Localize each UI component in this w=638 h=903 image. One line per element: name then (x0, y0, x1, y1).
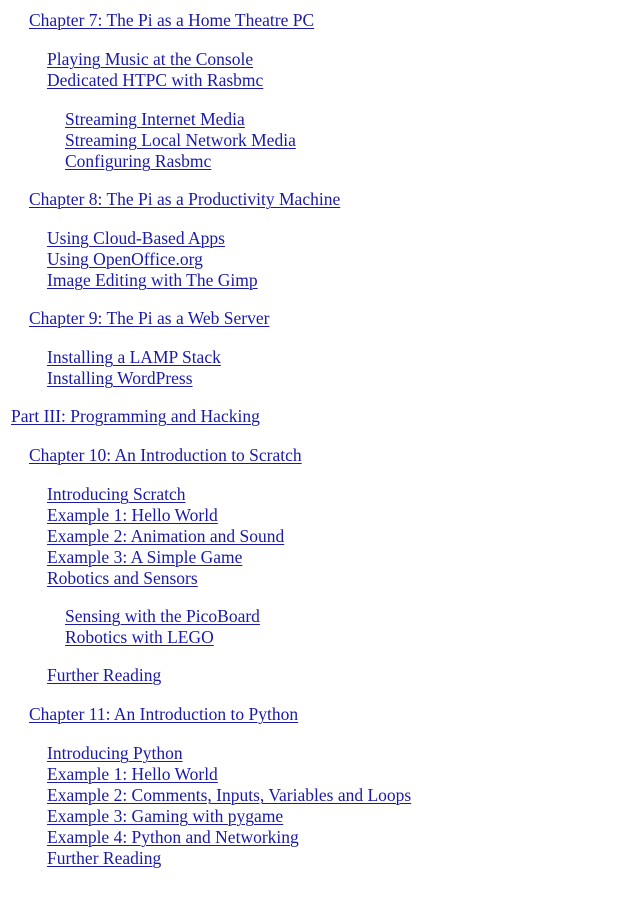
toc-entry (47, 228, 225, 249)
toc-entry (47, 764, 218, 785)
toc-entry (47, 505, 218, 526)
toc-link[interactable]: Installing a LAMP Stack (47, 347, 221, 367)
toc-link[interactable]: Installing WordPress (47, 368, 193, 388)
toc-entry (47, 806, 283, 827)
toc-link[interactable]: Example 4: Python and Networking (47, 827, 299, 847)
toc-entry (47, 785, 411, 806)
toc-entry (29, 445, 302, 466)
toc-entry (47, 665, 161, 686)
toc-link[interactable]: Further Reading (47, 848, 162, 868)
toc-link[interactable]: Introducing Scratch (47, 484, 186, 504)
toc-link[interactable]: Chapter 10: An Introduction to Scratch (29, 445, 302, 465)
toc-link[interactable]: Robotics and Sensors (47, 568, 198, 588)
toc-link[interactable]: Robotics with LEGO (65, 627, 214, 647)
toc-entry (47, 347, 221, 368)
toc-entry (65, 606, 260, 627)
toc-link[interactable]: Sensing with the PicoBoard (65, 606, 260, 626)
toc-entry (47, 827, 299, 848)
toc-entry (29, 704, 298, 725)
toc-entry (65, 151, 211, 172)
toc-link[interactable]: Example 1: Hello World (47, 505, 218, 525)
toc-link[interactable]: Further Reading (47, 665, 162, 685)
toc-link[interactable]: Chapter 7: The Pi as a Home Theatre PC (29, 10, 315, 30)
toc-entry (47, 526, 284, 547)
toc-link[interactable]: Dedicated HTPC with Rasbmc (47, 70, 264, 90)
toc-link[interactable]: Example 2: Animation and Sound (47, 526, 285, 546)
toc-entry (11, 406, 260, 427)
toc-link[interactable]: Chapter 8: The Pi as a Productivity Machine (29, 189, 341, 209)
toc-entry (29, 10, 314, 31)
toc-entry (47, 70, 263, 91)
toc-link[interactable]: Introducing Python (47, 743, 183, 763)
toc-link[interactable]: Example 3: Gaming with pygame (47, 806, 284, 826)
toc-entry (47, 249, 203, 270)
toc-link[interactable]: Chapter 11: An Introduction to Python (29, 704, 299, 724)
toc-entry (47, 49, 253, 70)
toc-link[interactable]: Chapter 9: The Pi as a Web Server (29, 308, 270, 328)
toc-entry (47, 368, 193, 389)
toc-entry (47, 568, 198, 589)
toc-link[interactable]: Example 1: Hello World (47, 764, 218, 784)
toc-entry (29, 189, 340, 210)
toc-link[interactable]: Example 2: Comments, Inputs, Variables and Loops (47, 785, 412, 805)
toc-entry (47, 270, 258, 291)
toc-link[interactable]: Example 3: A Simple Game (47, 547, 243, 567)
toc-link[interactable]: Using OpenOffice.org (47, 249, 203, 269)
toc-entry (65, 130, 296, 151)
toc-link[interactable]: Playing Music at the Console (47, 49, 254, 69)
toc-entry (29, 308, 269, 329)
toc-entry (47, 547, 242, 568)
toc-link[interactable]: Configuring Rasbmc (65, 151, 212, 171)
toc-link[interactable]: Streaming Local Network Media (65, 130, 296, 150)
toc-entry (65, 109, 245, 130)
toc-link[interactable]: Part III: Programming and Hacking (11, 406, 260, 426)
toc-entry (47, 743, 183, 764)
toc-link[interactable]: Image Editing with The Gimp (47, 270, 258, 290)
toc-entry (47, 848, 161, 869)
toc-link[interactable]: Streaming Internet Media (65, 109, 245, 129)
toc-link[interactable]: Using Cloud-Based Apps (47, 228, 225, 248)
toc-entry (47, 484, 186, 505)
toc-entry (65, 627, 214, 648)
